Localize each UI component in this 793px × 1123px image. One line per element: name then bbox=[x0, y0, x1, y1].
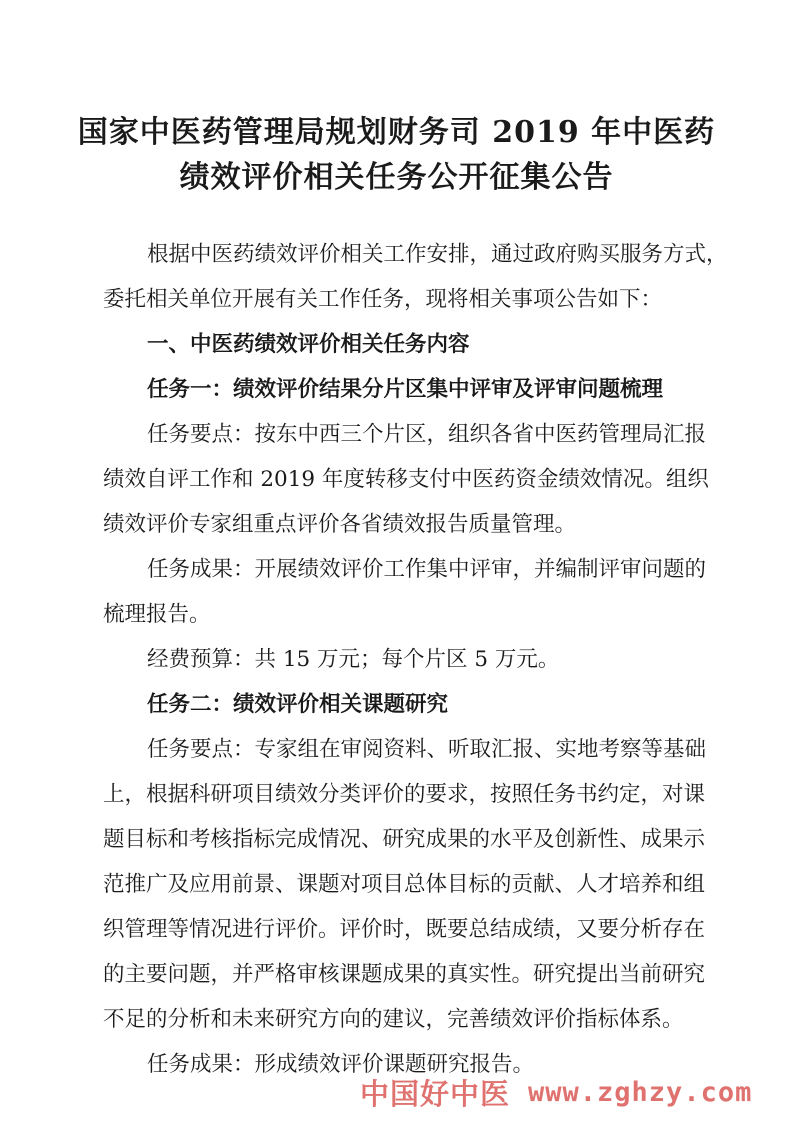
task2-point-line: 上，根据科研项目绩效分类评价的要求，按照任务书约定，对课 bbox=[103, 782, 706, 807]
intro-line-2: 委托相关单位开展有关工作任务，现将相关事项公告如下： bbox=[103, 287, 663, 312]
task1-result-line: 任务成果：开展绩效评价工作集中评审，并编制评审问题的 bbox=[147, 557, 707, 582]
task2-point-line: 任务要点：专家组在审阅资料、听取汇报、实地考察等基础 bbox=[147, 737, 707, 762]
task2-point-line: 不足的分析和未来研究方向的建议，完善绩效评价指标体系。 bbox=[103, 1007, 684, 1032]
document-title-line-1: 国家中医药管理局规划财务司 2019 年中医药 bbox=[77, 115, 716, 150]
task1-point-line: 绩效自评工作和 2019 年度转移支付中医药资金绩效情况。组织 bbox=[103, 467, 709, 492]
watermark-url: www.zghzy.com bbox=[528, 1076, 753, 1108]
task1-point-line: 绩效评价专家组重点评价各省绩效报告质量管理。 bbox=[103, 512, 577, 537]
task1-budget: 经费预算：共 15 万元；每个片区 5 万元。 bbox=[147, 647, 560, 672]
intro-line-1: 根据中医药绩效评价相关工作安排，通过政府购买服务方式， bbox=[147, 242, 728, 267]
document-title-line-2: 绩效评价相关任务公开征集公告 bbox=[179, 160, 614, 195]
site-watermark bbox=[360, 1072, 752, 1112]
task2-heading: 任务二：绩效评价相关课题研究 bbox=[147, 692, 449, 717]
task1-point-line: 任务要点：按东中西三个片区，组织各省中医药管理局汇报 bbox=[147, 422, 707, 447]
task2-point-line: 范推广及应用前景、课题对项目总体目标的贡献、人才培养和组 bbox=[103, 872, 706, 897]
task2-point-line: 的主要问题，并严格审核课题成果的真实性。研究提出当前研究 bbox=[103, 962, 706, 987]
task2-point-line: 织管理等情况进行评价。评价时，既要总结成绩，又要分析存在 bbox=[103, 917, 706, 942]
task2-point-line: 题目标和考核指标完成情况、研究成果的水平及创新性、成果示 bbox=[103, 827, 706, 852]
task1-result-line: 梳理报告。 bbox=[103, 602, 211, 627]
watermark-brand-text: 中国好中医 bbox=[360, 1076, 511, 1111]
task2-result: 任务成果：形成绩效评价课题研究报告。 bbox=[147, 1052, 535, 1077]
section-heading: 一、中医药绩效评价相关任务内容 bbox=[147, 332, 470, 357]
task1-heading: 任务一：绩效评价结果分片区集中评审及评审问题梳理 bbox=[147, 377, 664, 402]
